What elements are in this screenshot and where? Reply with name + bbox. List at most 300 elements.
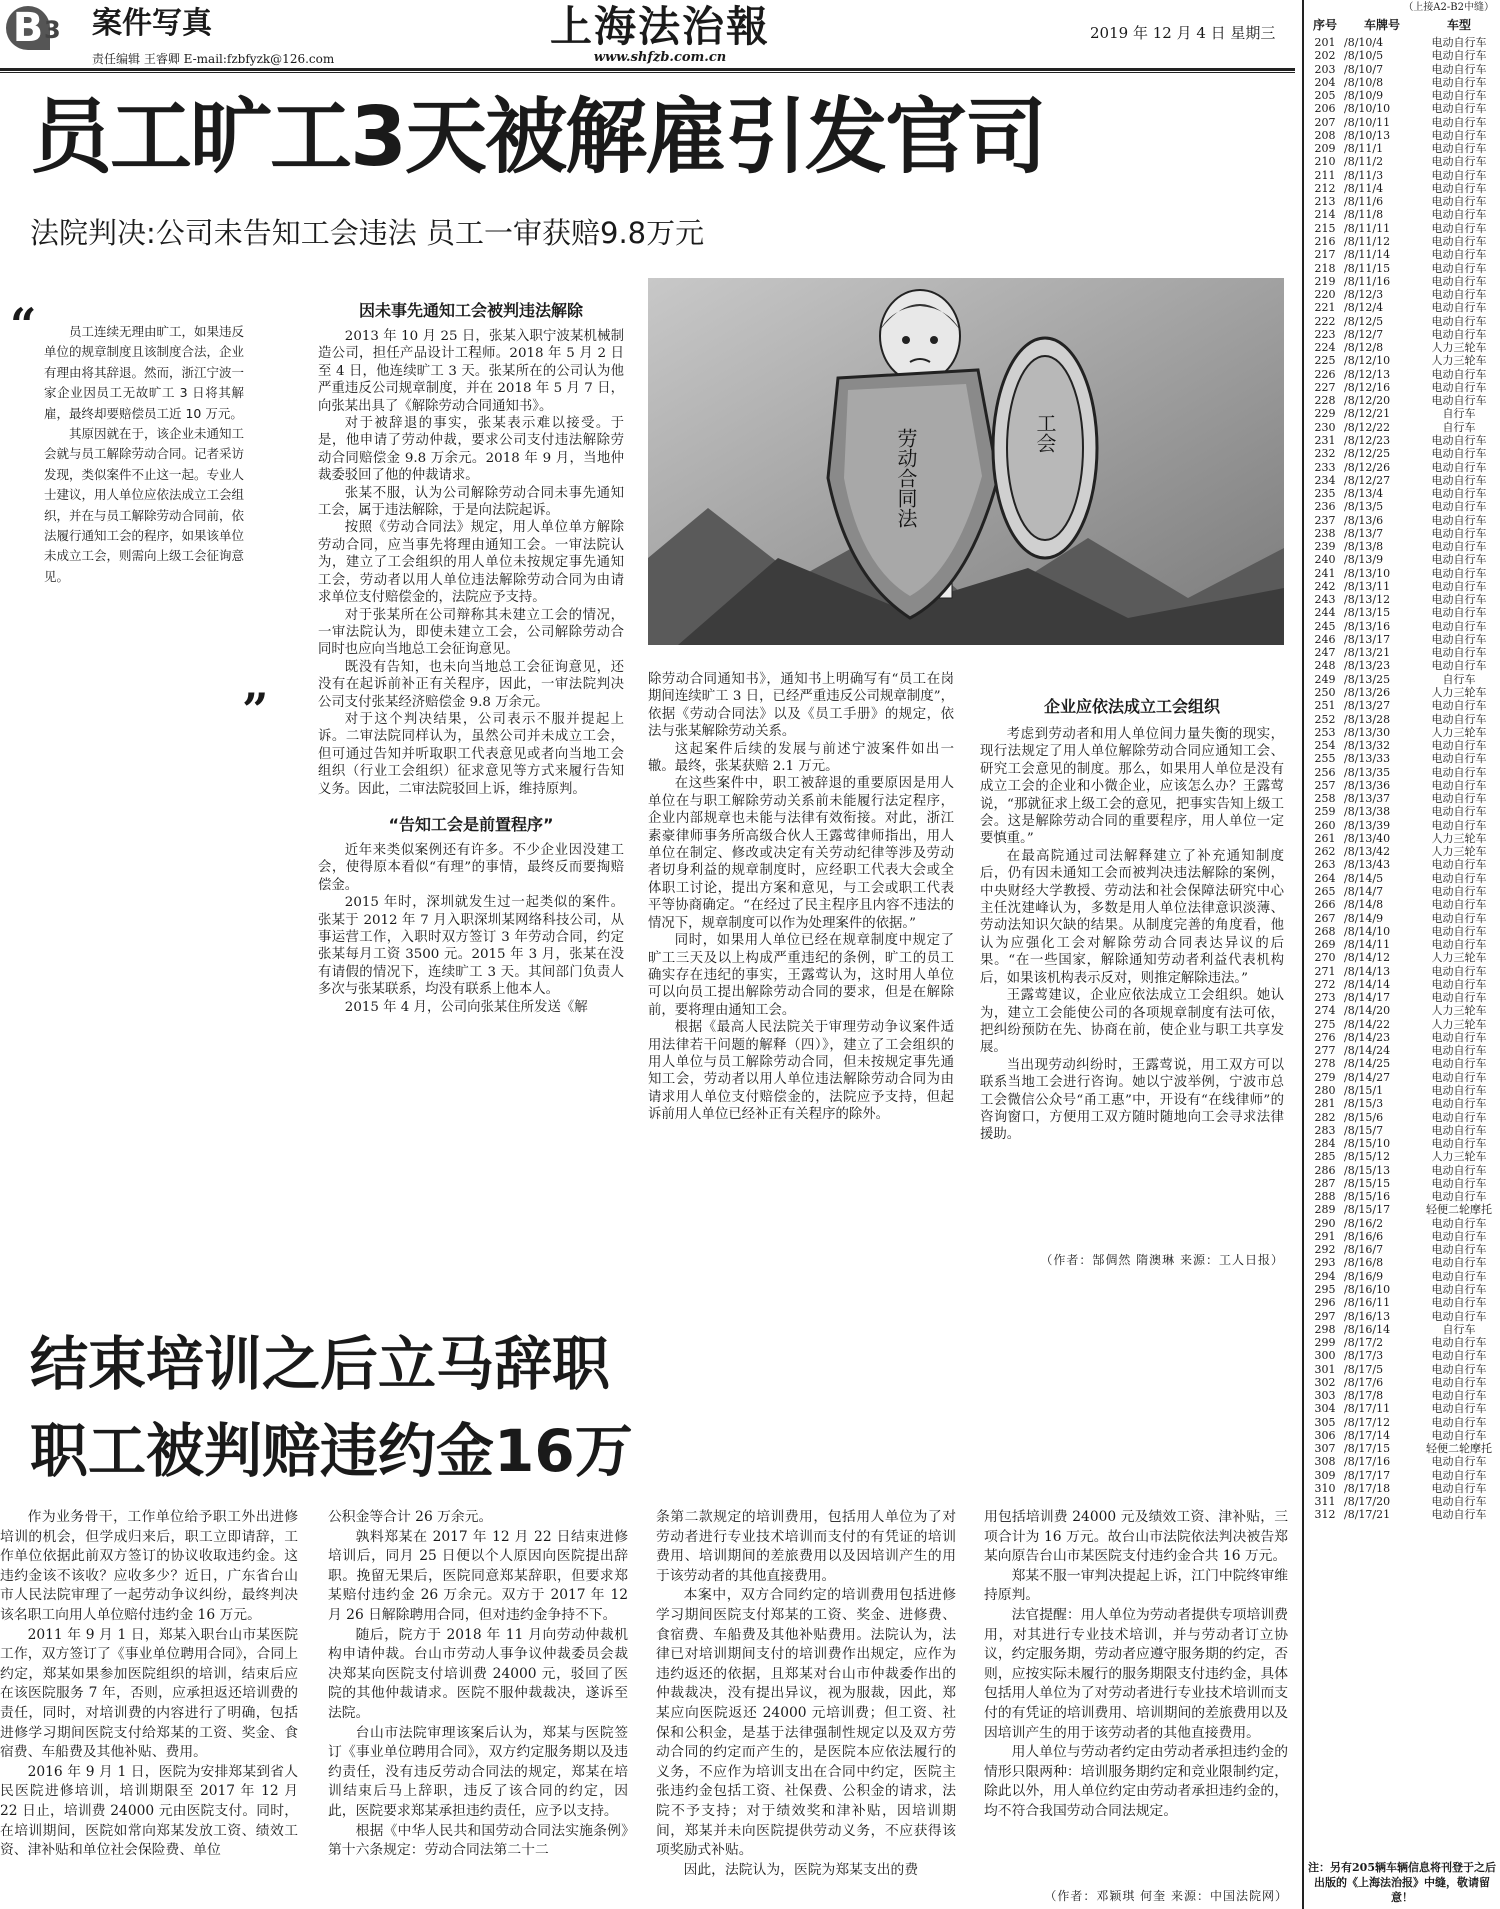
row-plate: /8/11/3	[1344, 168, 1384, 182]
article1-subhead-3: 企业应依法成立工会组织	[1043, 697, 1220, 716]
row-vehicle-type: 人力三轮车	[1431, 341, 1487, 355]
row-vehicle-type: 电动自行车	[1431, 699, 1487, 713]
paragraph: 近年来类似案例还有许多。不少企业因没建工会，使得原本看似“有理”的事情，最终反而要掏赔偿金。	[318, 842, 624, 893]
article2-column-1	[0, 1508, 298, 1861]
row-serial: 201	[1314, 36, 1336, 49]
row-plate: /8/13/17	[1344, 632, 1391, 646]
row-vehicle-type: 电动自行车	[1431, 1481, 1487, 1495]
table-row	[1308, 1455, 1498, 1468]
row-serial: 258	[1314, 792, 1336, 806]
table-row	[1308, 646, 1498, 659]
article1-column-2	[648, 671, 954, 1124]
row-vehicle-type: 电动自行车	[1431, 712, 1487, 726]
table-row	[1308, 514, 1498, 527]
row-serial: 220	[1314, 288, 1336, 302]
header-plate: 车牌号	[1363, 18, 1400, 32]
row-serial: 260	[1314, 818, 1336, 832]
row-plate: /8/13/35	[1344, 765, 1391, 779]
newspaper-url: www.shfzb.com.cn	[593, 50, 727, 65]
table-row	[1308, 36, 1498, 49]
row-serial: 292	[1314, 1243, 1336, 1257]
table-row	[1308, 620, 1498, 633]
table-row	[1308, 102, 1498, 115]
row-vehicle-type: 电动自行车	[1431, 1389, 1487, 1403]
header-serial: 序号	[1312, 18, 1337, 32]
row-serial: 230	[1314, 420, 1336, 434]
row-serial: 261	[1314, 831, 1336, 845]
row-serial: 280	[1314, 1083, 1336, 1097]
row-plate: /8/15/13	[1344, 1163, 1391, 1177]
table-row	[1308, 129, 1498, 142]
row-serial: 214	[1314, 208, 1336, 222]
row-plate: /8/17/14	[1344, 1428, 1391, 1442]
row-vehicle-type: 电动自行车	[1431, 606, 1487, 620]
row-vehicle-type: 电动自行车	[1431, 977, 1487, 991]
row-plate: /8/12/21	[1344, 407, 1391, 421]
row-vehicle-type: 人力三轮车	[1431, 1004, 1487, 1018]
sidebar-footnote: 注：另有205辆车辆信息将刊登于之后出版的《上海法治报》中缝，敬请留意！	[1308, 1861, 1496, 1904]
row-serial: 257	[1314, 778, 1336, 792]
article1-byline: （作者：郜倜然 隋澳琳 来源：工人日报）	[1040, 1253, 1284, 1267]
row-plate: /8/12/25	[1344, 447, 1391, 461]
row-vehicle-type: 电动自行车	[1431, 447, 1487, 461]
table-row	[1308, 1508, 1498, 1521]
row-vehicle-type: 电动自行车	[1431, 1030, 1487, 1044]
table-row	[1308, 912, 1498, 925]
row-vehicle-type: 人力三轮车	[1431, 831, 1487, 845]
table-row	[1308, 222, 1498, 235]
table-row	[1308, 195, 1498, 208]
row-vehicle-type: 电动自行车	[1431, 1110, 1487, 1124]
row-vehicle-type: 电动自行车	[1431, 1495, 1487, 1509]
row-vehicle-type: 电动自行车	[1431, 778, 1487, 792]
row-serial: 289	[1314, 1203, 1336, 1217]
table-row	[1308, 1482, 1498, 1495]
article1-title: 员工旷工3天被解雇引发官司	[30, 90, 1046, 185]
row-serial: 251	[1314, 699, 1336, 713]
row-plate: /8/14/27	[1344, 1070, 1391, 1084]
page-number-badge	[4, 6, 90, 50]
table-row	[1308, 885, 1498, 898]
row-plate: /8/13/11	[1344, 579, 1391, 593]
row-serial: 293	[1314, 1256, 1336, 1270]
table-row	[1308, 752, 1498, 765]
row-vehicle-type: 电动自行车	[1431, 1097, 1487, 1111]
row-plate: /8/17/11	[1344, 1402, 1391, 1416]
row-plate: /8/10/10	[1344, 102, 1391, 116]
row-plate: /8/14/8	[1344, 898, 1384, 912]
row-serial: 225	[1314, 354, 1336, 368]
table-row	[1308, 262, 1498, 275]
row-plate: /8/16/2	[1344, 1216, 1384, 1230]
row-plate: /8/17/12	[1344, 1415, 1391, 1429]
paragraph: 因此，法院认为，医院为郑某支出的费	[683, 1861, 919, 1878]
row-plate: /8/12/8	[1344, 341, 1384, 355]
row-plate: /8/11/14	[1344, 248, 1391, 262]
row-vehicle-type: 电动自行车	[1431, 858, 1487, 872]
row-vehicle-type: 电动自行车	[1431, 1415, 1487, 1429]
vehicle-list-sidebar	[1302, 0, 1500, 1909]
row-serial: 311	[1314, 1495, 1336, 1509]
row-vehicle-type: 电动自行车	[1431, 394, 1487, 408]
sidebar-table-body	[1308, 36, 1498, 1522]
row-plate: /8/15/15	[1344, 1176, 1391, 1190]
row-vehicle-type: 电动自行车	[1431, 195, 1487, 209]
table-row	[1308, 1044, 1498, 1057]
table-row	[1308, 1018, 1498, 1031]
row-serial: 244	[1314, 606, 1336, 620]
table-row	[1308, 354, 1498, 367]
row-vehicle-type: 电动自行车	[1431, 1176, 1487, 1190]
table-row	[1308, 540, 1498, 553]
table-row	[1308, 925, 1498, 938]
row-plate: /8/14/5	[1344, 871, 1384, 885]
row-vehicle-type: 电动自行车	[1431, 805, 1487, 819]
row-serial: 234	[1314, 473, 1336, 487]
row-serial: 229	[1314, 407, 1336, 421]
row-vehicle-type: 电动自行车	[1431, 1336, 1487, 1350]
row-vehicle-type: 电动自行车	[1431, 659, 1487, 673]
row-serial: 223	[1314, 327, 1336, 341]
row-plate: /8/14/22	[1344, 1017, 1391, 1031]
row-serial: 262	[1314, 845, 1336, 859]
table-row	[1308, 394, 1498, 407]
paragraph: 本案中，双方合同约定的培训费用包括进修学习期间医院支付郑某的工资、奖金、进修费、食宿费、车船费及其他补贴费用。法院认为，法律已对培训期间支付的培训费作出规定，应作为违约返还的依据，且郑某对台山市仲裁委作出的仲裁裁决，没有提出异议，视为服裁，因此，郑某应向医院返还 24000 元培训费；但工资、社保和公积金，是基于法律强制性规定以及双方劳动合同的约定而产生的，是医院本应依法履行的义务，不应作为培训支出在合同中约定，医院主张违约金包括工资、社保费、公积金的请求，法院不予支持；对于绩效奖和津补贴，因培训期间，郑某并未向医院提供劳动义务，不应获得该项奖励式补贴。	[656, 1587, 956, 1859]
article2-column-3	[656, 1508, 956, 1880]
row-serial: 207	[1314, 115, 1336, 129]
table-row	[1308, 1389, 1498, 1402]
row-serial: 295	[1314, 1282, 1336, 1296]
row-plate: /8/15/12	[1344, 1150, 1391, 1164]
row-plate: /8/15/16	[1344, 1190, 1391, 1204]
table-row	[1308, 487, 1498, 500]
table-row	[1308, 580, 1498, 593]
table-row	[1308, 328, 1498, 341]
sidebar-table-header	[1308, 16, 1498, 34]
table-row	[1308, 527, 1498, 540]
row-vehicle-type: 电动自行车	[1431, 1137, 1487, 1151]
table-row	[1308, 819, 1498, 832]
row-plate: /8/14/7	[1344, 885, 1384, 898]
row-plate: /8/13/23	[1344, 659, 1391, 673]
paragraph: 孰料郑某在 2017 年 12 月 22 日结束进修培训后，同月 25 日便以个人原因向医院提出辞职。挽留无果后，医院同意郑某辞职，但要求郑某赔付违约金 26 万余元。双方于 2017 年 12 月 26 日解除聘用合同，但对违约金争持不下。	[328, 1528, 628, 1623]
paragraph: 根据《中华人民共和国劳动合同法实施条例》第十六条规定：劳动合同法第二十二	[328, 1822, 628, 1859]
row-plate: /8/13/16	[1344, 619, 1391, 633]
article1-column-3	[980, 726, 1284, 1144]
table-row	[1308, 779, 1498, 792]
row-serial: 211	[1314, 168, 1336, 182]
row-serial: 242	[1314, 579, 1336, 593]
table-row	[1308, 1310, 1498, 1323]
row-vehicle-type: 电动自行车	[1431, 619, 1487, 633]
table-row	[1308, 1442, 1498, 1455]
row-plate: /8/13/7	[1344, 526, 1384, 540]
row-vehicle-type: 电动自行车	[1431, 221, 1487, 235]
table-row	[1308, 1150, 1498, 1163]
row-vehicle-type: 电动自行车	[1431, 1296, 1487, 1310]
row-plate: /8/10/9	[1344, 89, 1384, 103]
row-vehicle-type: 电动自行车	[1431, 301, 1487, 315]
table-row	[1308, 89, 1498, 102]
row-vehicle-type: 电动自行车	[1431, 1229, 1487, 1243]
paragraph: 2016 年 9 月 1 日，医院为安排郑某到省人民医院进修培训，培训期限至 2017 年 12 月 22 日止，培训费 24000 元由医院支付。同时，在培训期间，医院如常向郑某发放工资、绩效工资、津补贴和单位社会保险费、单位	[0, 1763, 298, 1859]
row-serial: 249	[1314, 672, 1336, 686]
table-row	[1308, 275, 1498, 288]
row-vehicle-type: 电动自行车	[1431, 526, 1487, 540]
row-vehicle-type: 电动自行车	[1431, 871, 1487, 885]
row-vehicle-type: 电动自行车	[1431, 1375, 1487, 1389]
table-row	[1308, 49, 1498, 62]
row-serial: 286	[1314, 1163, 1336, 1177]
row-plate: /8/14/9	[1344, 911, 1384, 925]
row-plate: /8/10/11	[1344, 115, 1391, 129]
row-plate: /8/13/6	[1344, 513, 1384, 527]
row-serial: 216	[1314, 234, 1336, 248]
row-vehicle-type: 电动自行车	[1431, 1216, 1487, 1230]
table-row	[1308, 845, 1498, 858]
paragraph: 同时，如果用人单位已经在规章制度中规定了旷工三天及以上构成严重违纪的条例，旷工的员工确实存在违纪的事实，王露莺认为，这时用人单位可以向员工提出解除劳动合同的要求，但是在解除前，要将理由通知工会。	[648, 933, 954, 1018]
row-plate: /8/16/7	[1344, 1243, 1384, 1257]
row-plate: /8/13/43	[1344, 858, 1391, 872]
row-vehicle-type: 电动自行车	[1431, 500, 1487, 514]
shield-label-union: 工会	[1033, 413, 1057, 453]
paragraph: 在这些案件中，职工被辞退的重要原因是用人单位在与职工解除劳动关系前未能履行法定程序，企业内部规章也未能与法律有效衔接。对此，浙江素豪律师事务所高级合伙人王露莺律师指出，用人单位在制定、修改或决定有关劳动纪律等涉及劳动者切身利益的规章制度时，应经职工代表大会或全体职工讨论，提出方案和意见，与工会或职工代表平等协商确定。“在经过了民主程序且内容不违法的情况下，规章制度可以作为处理案件的依据。”	[648, 776, 954, 931]
paragraph: 对于被辞退的事实，张某表示难以接受。于是，他申请了劳动仲裁，要求公司支付违法解除劳动合同赔偿金 9.8 万余元。2018 年 9 月，当地仲裁委驳回了他的仲裁请求。	[318, 416, 624, 484]
table-row	[1308, 792, 1498, 805]
summary-paragraph: 员工连续无理由旷工，如果违反单位的规章制度且该制度合法，企业有理由将其辞退。然而，浙江宁波一家企业因员工无故旷工 3 日将其解雇，最终却要赔偿员工近 10 万元。	[44, 324, 245, 421]
table-row	[1308, 805, 1498, 818]
table-row	[1308, 116, 1498, 129]
table-row	[1308, 288, 1498, 301]
article2-byline: （作者：邓颖琪 何奎 来源：中国法院网）	[1044, 1889, 1288, 1903]
paragraph: 除劳动合同通知书》，通知书上明确写有“员工在岗期间连续旷工 3 日，已经严重违反公司规章制度”，依据《劳动合同法》以及《员工手册》的规定，依法与张某解除劳动关系。	[648, 672, 954, 740]
row-serial: 278	[1314, 1057, 1336, 1071]
page-letter: B	[6, 6, 50, 50]
table-row	[1308, 1323, 1498, 1336]
row-serial: 209	[1314, 142, 1336, 156]
row-serial: 203	[1314, 62, 1336, 76]
row-plate: /8/13/21	[1344, 646, 1391, 660]
row-plate: /8/11/11	[1344, 221, 1391, 235]
row-plate: /8/16/10	[1344, 1282, 1391, 1296]
row-serial: 206	[1314, 102, 1336, 116]
row-serial: 228	[1314, 394, 1336, 408]
row-serial: 304	[1314, 1402, 1336, 1416]
row-plate: /8/12/10	[1344, 354, 1391, 368]
row-serial: 241	[1314, 566, 1336, 580]
row-plate: /8/14/14	[1344, 977, 1391, 991]
table-row	[1308, 1416, 1498, 1429]
row-vehicle-type: 电动自行车	[1431, 1057, 1487, 1071]
paragraph: 条第二款规定的培训费用，包括用人单位为了对劳动者进行专业技术培训而支付的有凭证的培训费用、培训期间的差旅费用以及因培训产生的用于该劳动者的其他直接费用。	[656, 1509, 956, 1584]
table-row	[1308, 1349, 1498, 1362]
row-vehicle-type: 电动自行车	[1431, 938, 1487, 952]
table-row	[1308, 872, 1498, 885]
row-plate: /8/12/23	[1344, 433, 1391, 447]
row-serial: 212	[1314, 181, 1336, 195]
header-rule-thin	[0, 72, 1295, 73]
row-serial: 222	[1314, 314, 1336, 328]
row-serial: 226	[1314, 367, 1336, 381]
row-serial: 265	[1314, 885, 1336, 898]
row-serial: 268	[1314, 924, 1336, 938]
row-vehicle-type: 电动自行车	[1431, 885, 1487, 898]
row-vehicle-type: 电动自行车	[1431, 1508, 1487, 1522]
row-vehicle-type: 人力三轮车	[1431, 1150, 1487, 1164]
table-row	[1308, 713, 1498, 726]
table-row	[1308, 766, 1498, 779]
row-plate: /8/12/3	[1344, 288, 1384, 302]
table-row	[1308, 1057, 1498, 1070]
row-serial: 263	[1314, 858, 1336, 872]
row-serial: 269	[1314, 938, 1336, 952]
row-plate: /8/17/8	[1344, 1389, 1384, 1403]
row-vehicle-type: 电动自行车	[1431, 1123, 1487, 1137]
row-serial: 240	[1314, 553, 1336, 567]
table-row	[1308, 235, 1498, 248]
table-row	[1308, 1495, 1498, 1508]
summary-paragraph: 其原因就在于，该企业未通知工会就与员工解除劳动合同。记者采访发现，类似案件不止这一起。专业人士建议，用人单位应依法成立工会组织，并在与员工解除劳动合同前，依法履行通知工会的程序，如果该单位未成立工会，则需向上级工会征询意见。	[44, 426, 245, 584]
row-vehicle-type: 人力三轮车	[1431, 1017, 1487, 1031]
paragraph: 既没有告知，也未向当地总工会征询意见，还没有在起诉前补正有关程序，因此，一审法院判决公司支付张某经济赔偿金 9.8 万余元。	[318, 659, 624, 710]
row-serial: 305	[1314, 1415, 1336, 1429]
row-plate: /8/14/17	[1344, 991, 1391, 1005]
article2-column-2	[328, 1508, 628, 1861]
row-plate: /8/12/4	[1344, 301, 1384, 315]
row-vehicle-type: 电动自行车	[1431, 62, 1487, 76]
row-vehicle-type: 电动自行车	[1431, 49, 1487, 63]
row-plate: /8/15/1	[1344, 1083, 1384, 1097]
row-vehicle-type: 电动自行车	[1431, 102, 1487, 116]
row-serial: 218	[1314, 261, 1336, 275]
row-plate: /8/13/8	[1344, 540, 1384, 554]
paragraph: 用人单位与劳动者约定由劳动者承担违约金的情形只限两种：培训服务期约定和竞业限制约定，除此以外，用人单位约定由劳动者承担违约金的，均不符合我国劳动合同法规定。	[984, 1744, 1288, 1819]
row-serial: 308	[1314, 1455, 1336, 1469]
table-row	[1308, 938, 1498, 951]
row-plate: /8/10/13	[1344, 128, 1391, 142]
paragraph: 根据《最高人民法院关于审理劳动争议案件适用法律若干问题的解释（四）》，建立了工会组织的用人单位与员工解除劳动合同，但未按规定事先通知工会，劳动者以用人单位违法解除劳动合同为由请求用人单位支付赔偿金的，法院应予支持，但起诉前用人单位已经补正有关程序的除外。	[648, 1020, 954, 1123]
row-serial: 282	[1314, 1110, 1336, 1124]
row-plate: /8/11/2	[1344, 155, 1384, 169]
table-row	[1308, 1230, 1498, 1243]
row-serial: 285	[1314, 1150, 1336, 1164]
row-serial: 284	[1314, 1137, 1336, 1151]
row-vehicle-type: 电动自行车	[1431, 1163, 1487, 1177]
table-row	[1308, 1429, 1498, 1442]
row-vehicle-type: 电动自行车	[1431, 1468, 1487, 1482]
row-vehicle-type: 轻便二轮摩托	[1426, 1442, 1492, 1456]
row-plate: /8/13/4	[1344, 487, 1384, 501]
row-serial: 310	[1314, 1481, 1336, 1495]
row-vehicle-type: 电动自行车	[1431, 1282, 1487, 1296]
row-plate: /8/16/8	[1344, 1256, 1384, 1270]
quote-open-mark: “	[10, 298, 37, 352]
row-vehicle-type: 电动自行车	[1431, 752, 1487, 766]
row-vehicle-type: 电动自行车	[1431, 1362, 1487, 1376]
row-serial: 253	[1314, 725, 1336, 739]
row-plate: /8/11/1	[1344, 142, 1384, 156]
row-vehicle-type: 电动自行车	[1431, 261, 1487, 275]
row-serial: 248	[1314, 659, 1336, 673]
row-plate: /8/11/16	[1344, 274, 1391, 288]
row-serial: 271	[1314, 964, 1336, 978]
row-plate: /8/13/39	[1344, 818, 1391, 832]
row-plate: /8/13/33	[1344, 752, 1391, 766]
row-vehicle-type: 人力三轮车	[1431, 725, 1487, 739]
row-plate: /8/13/27	[1344, 699, 1391, 713]
row-serial: 287	[1314, 1176, 1336, 1190]
row-plate: /8/14/24	[1344, 1044, 1391, 1058]
paragraph: 考虑到劳动者和用人单位间力量失衡的现实，现行法规定了用人单位解除劳动合同应通知工会、研究工会意见的制度。那么，如果用人单位是没有成立工会的企业和小微企业，应该怎么办？王露莺说，“那就征求上级工会的意见，把事实告知上级工会。这是解除劳动合同的重要程序，用人单位一定要慎重。”	[980, 727, 1284, 847]
table-row	[1308, 381, 1498, 394]
cartoon-drawing	[648, 278, 1284, 645]
table-row	[1308, 434, 1498, 447]
row-serial: 210	[1314, 155, 1336, 169]
row-serial: 233	[1314, 460, 1336, 474]
row-serial: 204	[1314, 75, 1336, 89]
table-row	[1308, 368, 1498, 381]
row-serial: 277	[1314, 1044, 1336, 1058]
row-plate: /8/13/26	[1344, 686, 1391, 700]
row-plate: /8/16/11	[1344, 1296, 1391, 1310]
row-plate: /8/12/5	[1344, 314, 1384, 328]
row-vehicle-type: 电动自行车	[1431, 234, 1487, 248]
row-vehicle-type: 电动自行车	[1431, 36, 1487, 49]
row-plate: /8/13/30	[1344, 725, 1391, 739]
paragraph: 作为业务骨干，工作单位给予职工外出进修培训的机会，但学成归来后，职工立即请辞，工作单位依据此前双方签订的协议收取违约金。这违约金该不该收？应收多少？近日，广东省台山市人民法院审理了一起劳动争议纠纷，最终判决该名职工向用人单位赔付违约金 16 万元。	[0, 1509, 298, 1623]
page-number: 3	[44, 16, 61, 44]
table-row	[1308, 1296, 1498, 1309]
header-rule	[0, 68, 1295, 71]
table-row	[1308, 1111, 1498, 1124]
row-vehicle-type: 电动自行车	[1431, 248, 1487, 262]
row-vehicle-type: 电动自行车	[1431, 460, 1487, 474]
row-plate: /8/15/10	[1344, 1137, 1391, 1151]
row-plate: /8/14/13	[1344, 964, 1391, 978]
row-plate: /8/14/25	[1344, 1057, 1391, 1071]
row-plate: /8/13/28	[1344, 712, 1391, 726]
row-plate: /8/12/27	[1344, 473, 1391, 487]
row-plate: /8/13/42	[1344, 845, 1391, 859]
row-plate: /8/11/6	[1344, 195, 1384, 209]
row-serial: 266	[1314, 898, 1336, 912]
table-row	[1308, 301, 1498, 314]
header-type: 车型	[1446, 18, 1471, 32]
table-row	[1308, 1190, 1498, 1203]
row-vehicle-type: 电动自行车	[1431, 380, 1487, 394]
row-vehicle-type: 电动自行车	[1431, 1349, 1487, 1363]
article2-title-line-2: 职工被判赔违约金16万	[30, 1417, 633, 1485]
row-plate: /8/14/10	[1344, 924, 1391, 938]
section-title: 案件写真	[92, 6, 212, 41]
row-serial: 302	[1314, 1375, 1336, 1389]
row-vehicle-type: 电动自行车	[1431, 327, 1487, 341]
row-plate: /8/16/6	[1344, 1229, 1384, 1243]
paragraph: 台山市法院审理该案后认为，郑某与医院签订《事业单位聘用合同》，双方约定服务期以及违约责任，没有违反劳动合同法的规定，郑某在培训结束后马上辞职，违反了该合同的约定，因此，医院要求郑某承担违约责任，应予以支持。	[328, 1724, 628, 1819]
article2-column-4	[984, 1508, 1288, 1822]
row-serial: 312	[1314, 1508, 1336, 1522]
row-serial: 202	[1314, 49, 1336, 63]
row-plate: /8/17/18	[1344, 1481, 1391, 1495]
row-vehicle-type: 电动自行车	[1431, 1083, 1487, 1097]
table-row	[1308, 553, 1498, 566]
table-row	[1308, 1336, 1498, 1349]
editor-line: 责任编辑 王睿卿 E-mail:fzbfyzk@126.com	[92, 52, 335, 66]
row-plate: /8/15/7	[1344, 1123, 1384, 1137]
row-vehicle-type: 电动自行车	[1431, 487, 1487, 501]
table-row	[1308, 1097, 1498, 1110]
row-serial: 215	[1314, 221, 1336, 235]
